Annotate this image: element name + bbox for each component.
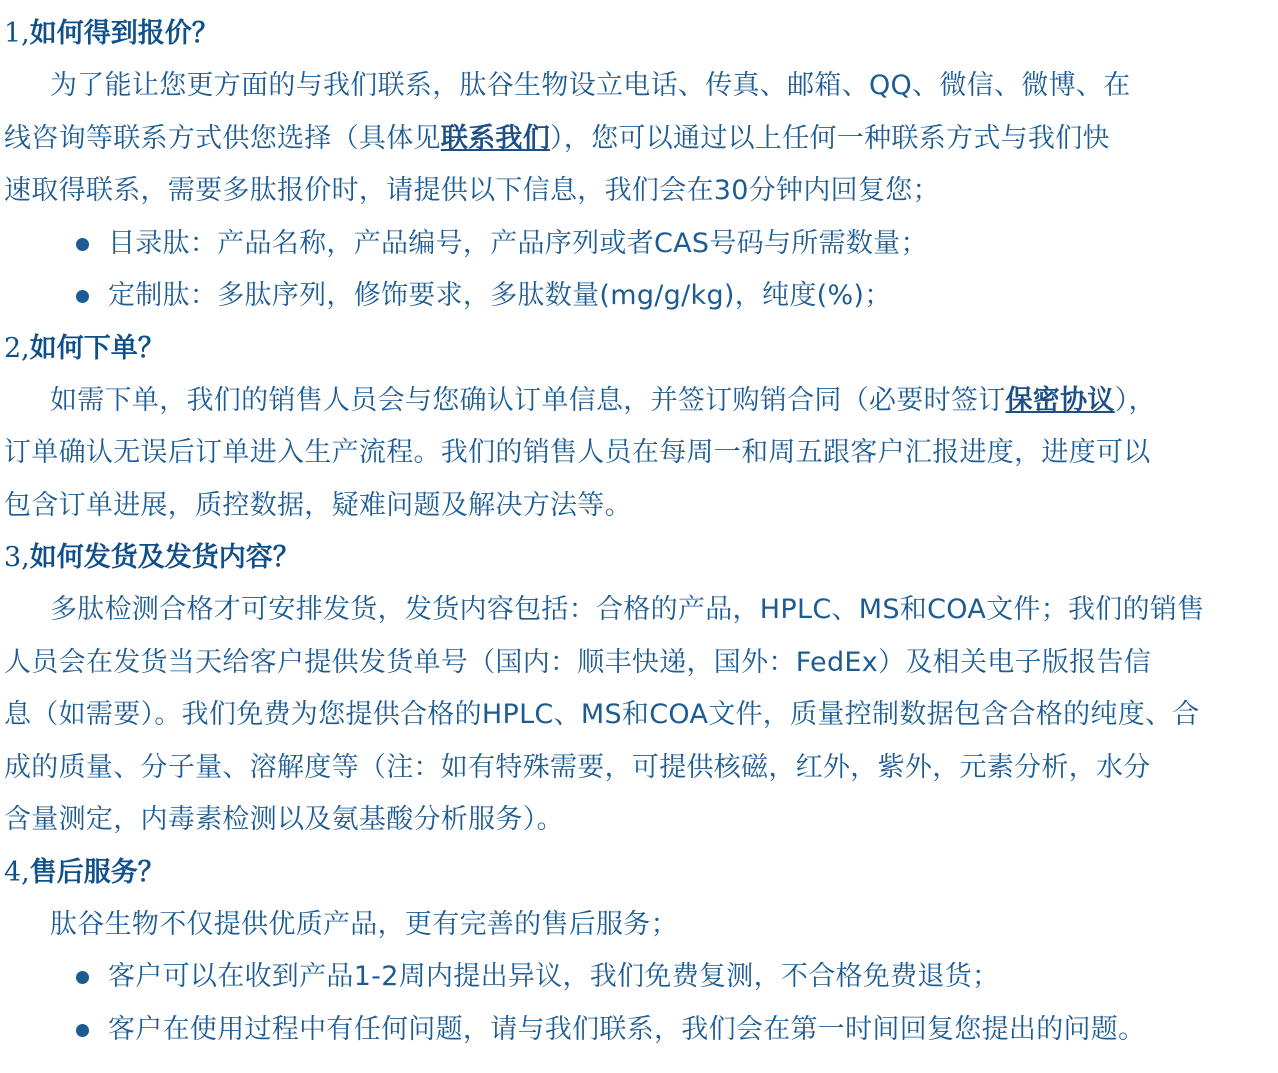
nda-link[interactable]: 保密协议 <box>1005 384 1115 416</box>
section-heading <box>4 532 1276 584</box>
bullet-dot-icon <box>76 238 89 251</box>
section-title: 售后服务？ <box>29 856 165 888</box>
faq-section-quote <box>4 8 1276 323</box>
paragraph-line: 订单确认无误后订单进入生产流程。我们的销售人员在每周一和周五跟客户汇报进度，进度可以 <box>4 437 1151 468</box>
section-paragraph <box>4 60 1276 218</box>
bullet-dot-icon <box>76 290 89 303</box>
bullet-dot-icon <box>76 971 89 984</box>
bullet-list <box>4 218 1276 323</box>
section-title: 如何下单？ <box>29 332 165 364</box>
section-number: 3, <box>4 542 30 573</box>
paragraph-line: 速取得联系，需要多肽报价时，请提供以下信息，我们会在30分钟内回复您； <box>4 175 940 206</box>
section-paragraph <box>4 899 1276 952</box>
list-item-text: 目录肽：产品名称，产品编号，产品序列或者CAS号码与所需数量； <box>108 227 928 259</box>
contact-us-link[interactable]: 联系我们 <box>440 122 551 154</box>
faq-section-order <box>4 323 1276 533</box>
paragraph-text: 如需下单，我们的销售人员会与您确认订单信息，并签订购销合同（必要时签订 <box>50 384 1006 416</box>
paragraph-line: 包含订单进展，质控数据，疑难问题及解决方法等。 <box>4 489 632 521</box>
list-item-text: 客户可以在收到产品1-2周内提出异议，我们免费复测，不合格免费退货； <box>108 961 1000 992</box>
section-heading <box>4 847 1276 899</box>
section-heading <box>4 8 1276 60</box>
paragraph-line: 人员会在发货当天给客户提供发货单号（国内：顺丰快递，国外：FedEx）及相关电子版报告信 <box>4 646 1152 678</box>
paragraph-line: 成的质量、分子量、溶解度等（注：如有特殊需要，可提供核磁，红外，紫外，元素分析，水分 <box>4 751 1151 783</box>
faq-section-shipping <box>4 532 1276 847</box>
paragraph-line: 为了能让您更方面的与我们联系，肽谷生物设立电话、传真、邮箱、QQ、微信、微博、在 <box>50 70 1131 101</box>
list-item <box>4 951 1276 1004</box>
list-item <box>4 1004 1276 1057</box>
paragraph-line: 肽谷生物不仅提供优质产品，更有完善的售后服务； <box>50 908 678 940</box>
section-paragraph <box>4 375 1276 533</box>
faq-section-after-sales <box>4 847 1276 1057</box>
list-item-text: 定制肽：多肽序列，修饰要求，多肽数量(mg/g/kg)，纯度(%)； <box>108 280 892 311</box>
paragraph-line <box>4 113 1276 166</box>
bullet-list <box>4 951 1276 1056</box>
paragraph-line: 多肽检测合格才可安排发货，发货内容包括：合格的产品，HPLC、MS和COA文件；我们的销售 <box>50 594 1205 625</box>
section-number: 1, <box>4 18 30 49</box>
section-title: 如何发货及发货内容？ <box>29 542 300 573</box>
list-item-text: 客户在使用过程中有任何问题，请与我们联系，我们会在第一时间回复您提出的问题。 <box>108 1013 1146 1045</box>
section-title: 如何得到报价？ <box>29 18 219 49</box>
paragraph-text: ）， <box>1114 384 1156 416</box>
paragraph-text: ），您可以通过以上任何一种联系方式与我们快 <box>550 122 1110 154</box>
section-number: 2, <box>4 332 30 364</box>
list-item <box>4 270 1276 323</box>
paragraph-line <box>4 375 1276 428</box>
list-item <box>4 218 1276 271</box>
section-number: 4, <box>4 856 30 888</box>
section-heading <box>4 323 1276 375</box>
paragraph-line: 含量测定，内毒素检测以及氨基酸分析服务）。 <box>4 804 564 835</box>
section-paragraph <box>4 584 1276 847</box>
bullet-dot-icon <box>76 1024 89 1037</box>
faq-document <box>4 8 1276 1056</box>
paragraph-text: 线咨询等联系方式供您选择（具体见 <box>4 122 441 154</box>
paragraph-line: 息（如需要）。我们免费为您提供合格的HPLC、MS和COA文件，质量控制数据包含合格的纯度、合 <box>4 699 1200 730</box>
